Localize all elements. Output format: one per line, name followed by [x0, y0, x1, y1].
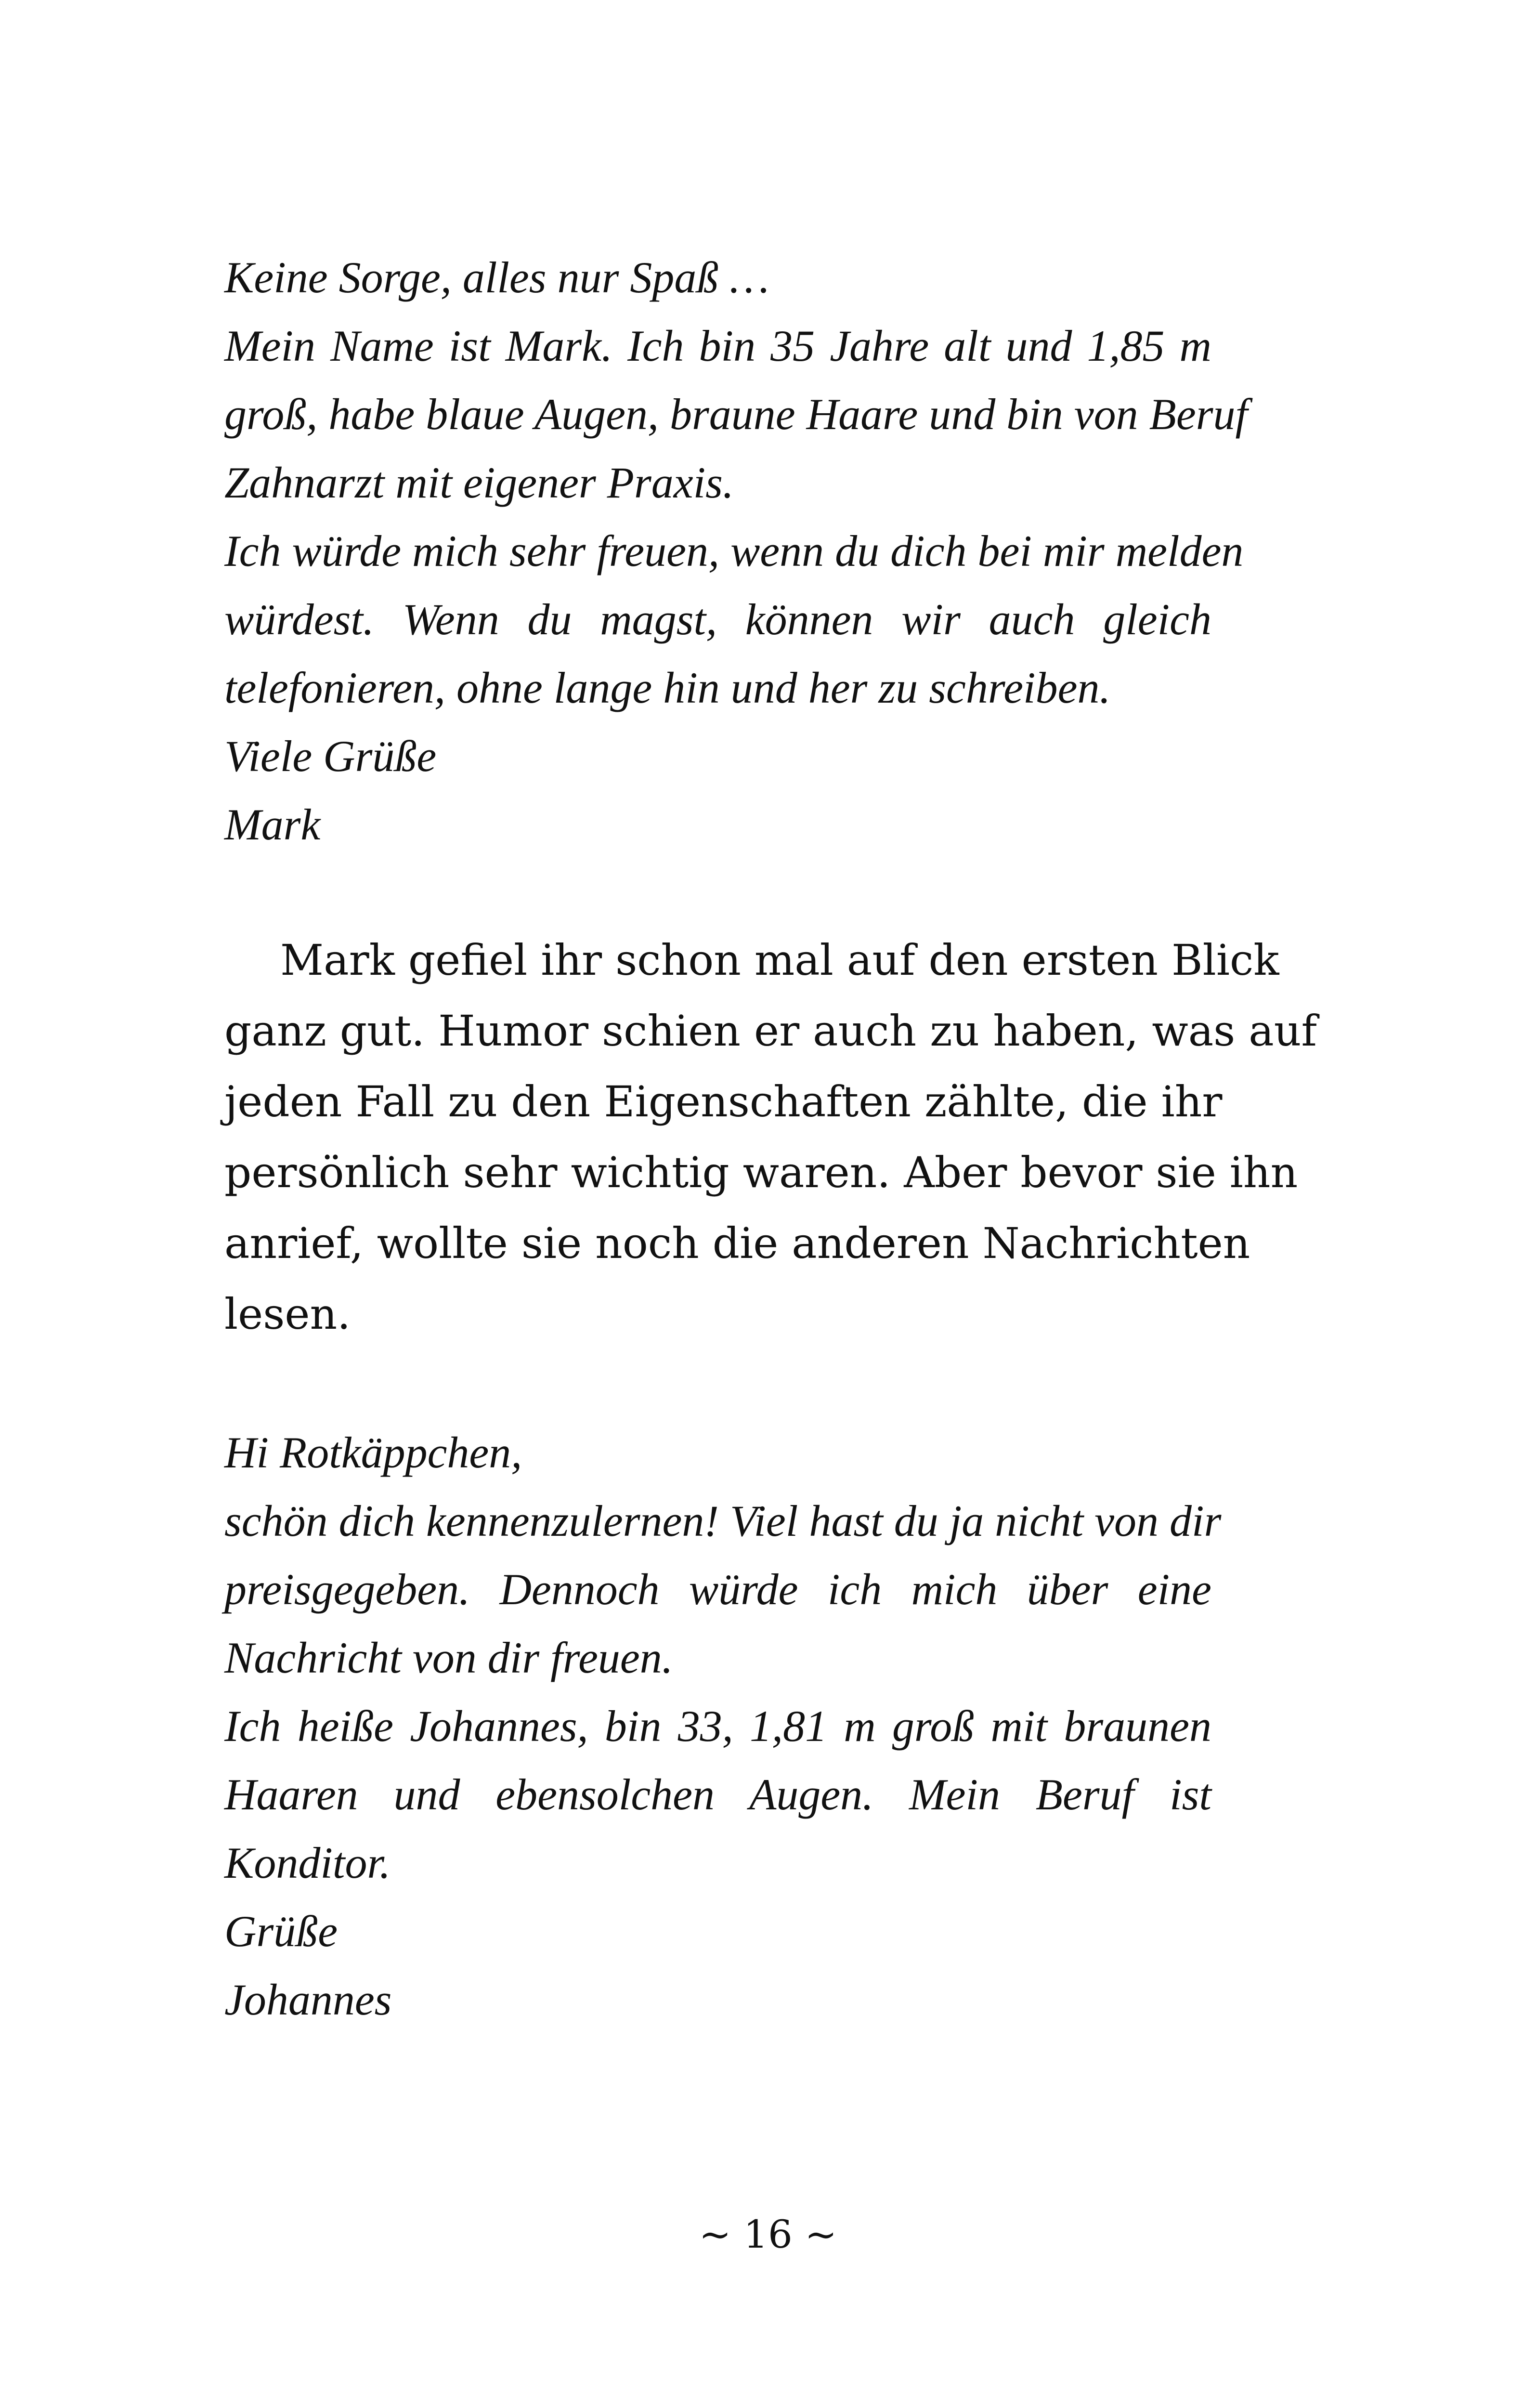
message-signature: Mark: [224, 800, 321, 849]
paragraph-line: lesen.: [224, 1289, 351, 1339]
message-line: Haaren und ebensolchen Augen. Mein Beruf ist: [224, 1770, 1211, 1819]
paragraph-line: anrief, wollte sie noch die anderen Nachrichten: [224, 1218, 1250, 1268]
message-line: würdest. Wenn du magst, können wir auch gleich: [224, 595, 1211, 644]
message-from-johannes: [224, 1418, 1222, 2034]
message-line: Mein Name ist Mark. Ich bin 35 Jahre alt und 1,85 m: [224, 321, 1211, 370]
paragraph-line: jeden Fall zu den Eigenschaften zählte, die ihr: [224, 1077, 1223, 1126]
message-line: groß, habe blaue Augen, braune Haare und bin von Beruf: [224, 390, 1248, 439]
paragraph-line: ganz gut. Humor schien er auch zu haben, was auf: [224, 1006, 1317, 1056]
message-line: telefonieren, ohne lange hin und her zu schreiben.: [224, 663, 1111, 712]
message-line: Ich würde mich sehr freuen, wenn du dich bei mir melden: [224, 526, 1244, 576]
message-line: preisgegeben. Dennoch würde ich mich über eine: [224, 1565, 1211, 1614]
message-line: Konditor.: [224, 1838, 391, 1887]
paragraph-line: persönlich sehr wichtig waren. Aber bevor sie ihn: [224, 1148, 1298, 1197]
message-line: Viele Grüße: [224, 732, 437, 781]
message-signature: Johannes: [224, 1975, 392, 2024]
message-line: Keine Sorge, alles nur Spaß …: [224, 253, 769, 302]
message-from-mark: [224, 243, 1248, 859]
message-line: Ich heiße Johannes, bin 33, 1,81 m groß mit braunen: [224, 1701, 1211, 1751]
page-number: ~ 16 ~: [699, 2212, 837, 2257]
message-line: Nachricht von dir freuen.: [224, 1633, 673, 1682]
message-greeting: Hi Rotkäppchen,: [224, 1428, 522, 1477]
paragraph-line: Mark gefiel ihr schon mal auf den ersten Blick: [280, 935, 1279, 985]
message-line: Zahnarzt mit eigener Praxis.: [224, 458, 734, 507]
message-line: schön dich kennenzulernen! Viel hast du ja nicht von dir: [224, 1496, 1222, 1545]
message-line: Grüße: [224, 1907, 338, 1956]
narrative-paragraph: [224, 925, 1317, 1349]
